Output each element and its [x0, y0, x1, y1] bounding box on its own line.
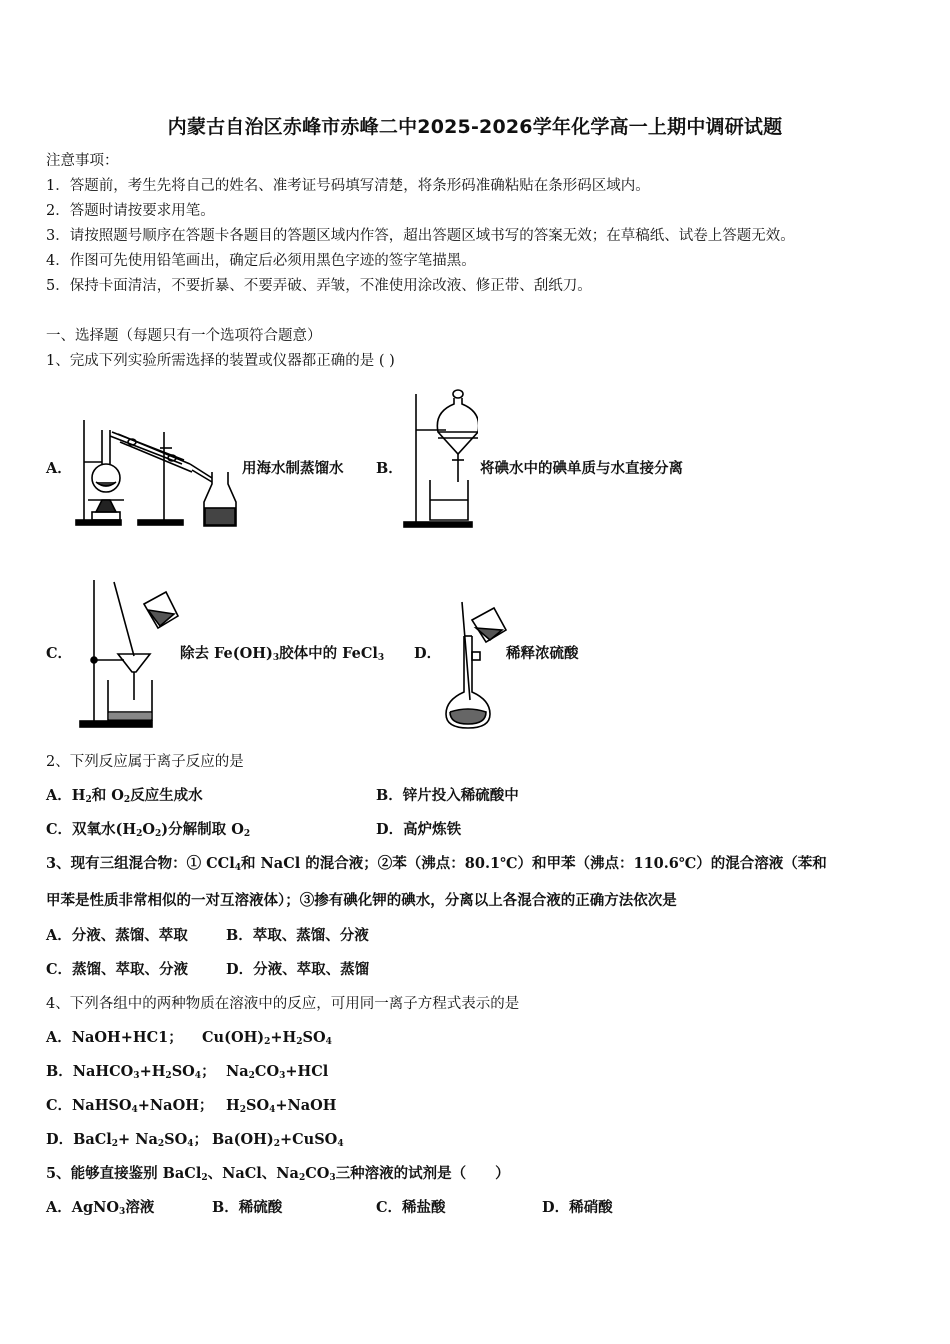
page-title: 内蒙古自治区赤峰市赤峰二中2025-2026学年化学高一上期中调研试题 — [167, 116, 783, 138]
option-label: A． — [46, 787, 72, 804]
option-label: D． — [376, 821, 404, 838]
section-heading: 一、选择题（每题只有一个选项符合题意） — [46, 328, 322, 344]
option-label: A． — [46, 1029, 72, 1046]
text-part: 和 NaCl 的混合液；②苯（沸点：80.1℃）和甲苯（沸点：110.6℃）的混合溶液（苯和 — [241, 855, 827, 872]
separatory-funnel-figure — [402, 384, 478, 530]
notice-item: 5．保持卡面清洁，不要折暴、不要弄破、弄皱，不准使用涂改液、修正带、刮纸刀。 — [46, 278, 592, 294]
subscript: 2 — [123, 795, 131, 805]
notice-item: 1．答题前，考生先将自己的姓名、准考证号码填写清楚，将条形码准确粘贴在条形码区域内。 — [46, 178, 650, 194]
option-label: C． — [46, 1097, 73, 1114]
subscript: 3 — [119, 1207, 126, 1217]
text-part: NaHSO — [72, 1097, 132, 1114]
q1-option-a-label: A． — [46, 460, 72, 477]
q3-option-c: C．蒸馏、萃取、分液 — [46, 961, 189, 978]
subscript: 4 — [194, 1071, 202, 1081]
notice-item: 3．请按照题号顺序在答题卡各题目的答题区域内作答，超出答题区域书写的答案无效；在草稿纸、试卷上答题无效。 — [46, 228, 795, 244]
subscript: 2 — [298, 1173, 306, 1183]
text-part: CO — [305, 1165, 330, 1182]
option-label: D． — [46, 1131, 74, 1148]
text-part: 溶液 — [125, 1199, 155, 1216]
text-part: +NaOH — [275, 1097, 337, 1114]
text-part: SO — [245, 1097, 270, 1114]
q2-option-c — [46, 821, 250, 839]
text-part: SO — [164, 1131, 188, 1148]
option-label: A． — [46, 1199, 72, 1216]
subscript: 3 — [272, 653, 280, 663]
subscript: 2 — [243, 829, 251, 839]
text-part: +NaOH； — [137, 1097, 214, 1114]
filtration-apparatus-figure — [78, 576, 180, 730]
question-2-stem: 2、下列反应属于离子反应的是 — [46, 754, 244, 770]
option-text: 锌片投入稀硫酸中 — [402, 787, 519, 804]
text-part: Na — [226, 1063, 249, 1080]
subscript: 2 — [157, 1139, 165, 1149]
question-5-stem — [46, 1165, 510, 1183]
q3-option-d: D．分液、萃取、蒸馏 — [226, 961, 370, 978]
option-label: B． — [376, 787, 403, 804]
q1-option-a-text: 用海水制蒸馏水 — [242, 460, 344, 477]
subscript: 2 — [111, 1139, 119, 1149]
q5-option-c — [376, 1199, 446, 1217]
subscript: 2 — [201, 1173, 208, 1183]
q3-option-b: B．萃取、蒸馏、分液 — [226, 927, 369, 944]
text-part: Ba(OH) — [212, 1131, 274, 1148]
q4-option-d-left — [46, 1131, 208, 1149]
q1-option-c-text-mid: 胶体中的 FeCl — [279, 645, 378, 662]
text-part: CO — [254, 1063, 280, 1080]
text-part: SO — [171, 1063, 195, 1080]
subscript: 4 — [131, 1105, 138, 1115]
q4-option-b-left — [46, 1063, 216, 1081]
volumetric-flask-figure — [440, 600, 510, 732]
notice-item: 4．作图可先使用铅笔画出，确定后必须用黑色字迹的签字笔描黑。 — [46, 253, 476, 269]
subscript: 4 — [269, 1105, 276, 1115]
text-part: +HCl — [285, 1063, 329, 1080]
text-part: H — [226, 1097, 240, 1114]
question-3-stem-line2: 甲苯是性质非常相似的一对互溶液体）；③掺有碘化钾的碘水，分离以上各混合液的正确方法依次是 — [46, 892, 677, 909]
subscript: 4 — [325, 1037, 332, 1047]
subscript: 2 — [239, 1105, 246, 1115]
text-part: +CuSO — [279, 1131, 338, 1148]
question-1-stem: 1、完成下列实验所需选择的装置或仪器都正确的是 ( ) — [46, 353, 395, 369]
q1-option-d-label: D． — [414, 645, 442, 662]
text-part: 5、能够直接鉴别 BaCl — [46, 1165, 202, 1182]
subscript: 4 — [234, 863, 241, 873]
q2-option-b — [376, 787, 519, 805]
text-part: BaCl — [73, 1131, 112, 1148]
q4-option-d-right — [212, 1131, 344, 1149]
q4-option-b-right — [226, 1063, 328, 1081]
text-part: O — [142, 821, 156, 838]
subscript: 2 — [136, 829, 143, 839]
text-part: +H — [270, 1029, 297, 1046]
q4-option-c-right — [226, 1097, 336, 1115]
subscript: 3 — [279, 1071, 286, 1081]
text-part: Cu(OH) — [202, 1029, 265, 1046]
q1-option-d-text: 稀释浓硫酸 — [506, 645, 579, 662]
subscript: 2 — [155, 829, 162, 839]
subscript: 2 — [296, 1037, 303, 1047]
subscript: 2 — [85, 795, 92, 805]
text-part: ； — [193, 1131, 209, 1148]
q4-option-c-left — [46, 1097, 213, 1115]
question-4-stem: 4、下列各组中的两种物质在溶液中的反应，可用同一离子方程式表示的是 — [46, 996, 520, 1012]
q4-option-a-right — [202, 1029, 332, 1047]
option-label: B． — [46, 1063, 73, 1080]
subscript: 3 — [377, 653, 385, 663]
notice-item: 2．答题时请按要求用笔。 — [46, 203, 215, 219]
q5-option-b — [212, 1199, 282, 1217]
subscript: 2 — [264, 1037, 271, 1047]
option-text: 稀盐酸 — [402, 1199, 446, 1216]
text-part: 3、现有三组混合物：① CCl — [46, 855, 235, 872]
q1-option-c-text — [180, 645, 384, 663]
text-part: H — [71, 787, 86, 804]
q5-option-a — [46, 1199, 154, 1217]
option-text: 稀硫酸 — [238, 1199, 283, 1216]
q3-option-a: A．分液、蒸馏、萃取 — [46, 927, 188, 944]
subscript: 4 — [337, 1139, 344, 1149]
q1-option-c-text-pre: 除去 Fe(OH) — [180, 645, 273, 662]
subscript: 4 — [187, 1139, 194, 1149]
text-part: NaOH+HC1； — [71, 1029, 183, 1046]
q5-option-d — [542, 1199, 613, 1217]
option-text: 高炉炼铁 — [403, 821, 462, 838]
subscript: 3 — [133, 1071, 140, 1081]
option-label: C． — [376, 1199, 403, 1216]
notice-heading: 注意事项： — [46, 153, 119, 169]
text-part: 三种溶液的试剂是（ ） — [335, 1165, 510, 1182]
option-label: C． — [46, 821, 73, 838]
text-part: 反应生成水 — [130, 787, 203, 804]
q2-option-d — [376, 821, 461, 839]
subscript: 3 — [329, 1173, 336, 1183]
question-3-stem-line1 — [46, 855, 827, 873]
subscript: 2 — [165, 1071, 172, 1081]
text-part: NaHCO — [72, 1063, 134, 1080]
text-part: 和 O — [91, 787, 124, 804]
q1-option-b-label: B． — [376, 460, 403, 477]
option-label: D． — [542, 1199, 570, 1216]
subscript: 2 — [248, 1071, 255, 1081]
q2-option-a — [46, 787, 203, 805]
q4-option-a-left — [46, 1029, 183, 1047]
option-text: 稀硝酸 — [569, 1199, 613, 1216]
text-part: SO — [302, 1029, 326, 1046]
text-part: + Na — [118, 1131, 158, 1148]
option-label: B． — [212, 1199, 239, 1216]
text-part: ； — [201, 1063, 216, 1080]
text-part: )分解制取 O — [161, 821, 244, 838]
text-part: 双氧水(H — [72, 821, 137, 838]
text-part: AgNO — [71, 1199, 120, 1216]
q1-option-b-text: 将碘水中的碘单质与水直接分离 — [480, 460, 683, 477]
text-part: +H — [139, 1063, 166, 1080]
text-part: 、NaCl、Na — [207, 1165, 299, 1182]
subscript: 2 — [273, 1139, 280, 1149]
distillation-apparatus-figure — [72, 412, 242, 530]
q1-option-c-label: C． — [46, 645, 73, 662]
